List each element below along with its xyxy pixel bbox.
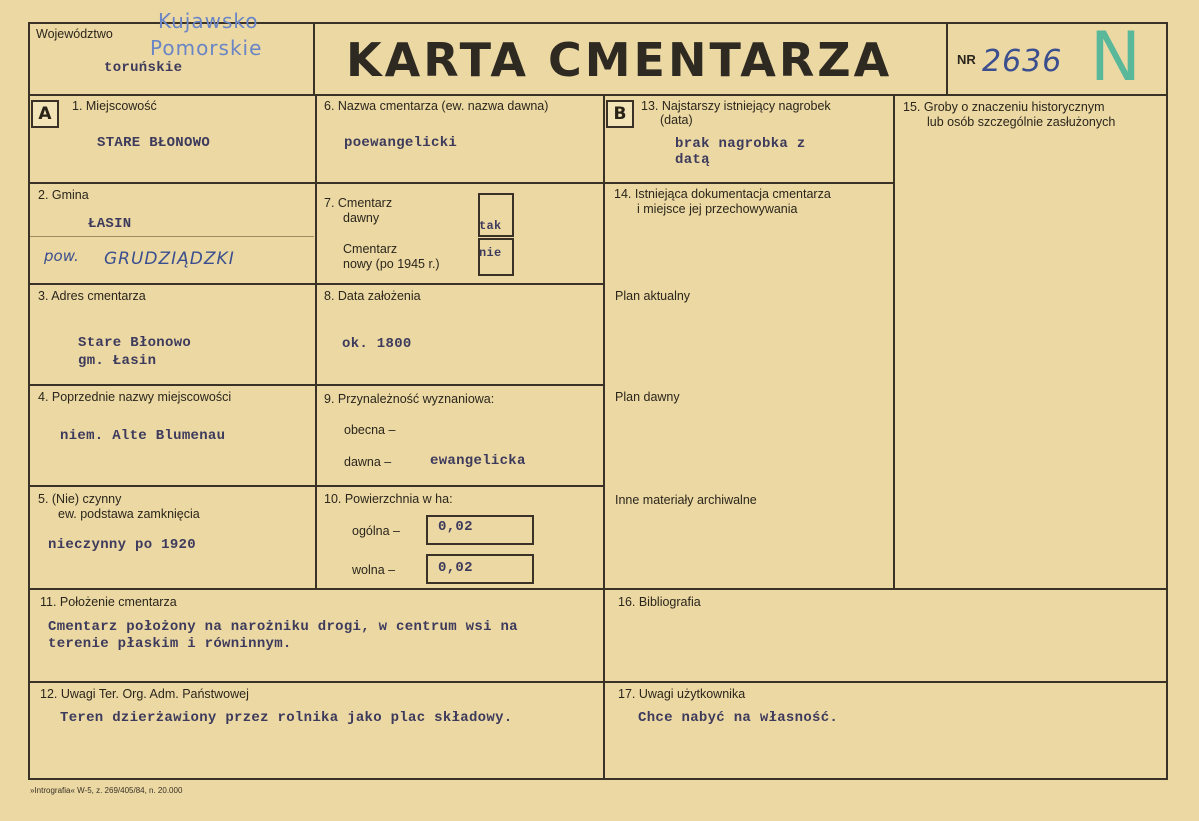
polozenie-line2: terenie płaskim i równinnym. bbox=[48, 636, 292, 652]
uwagi-ter-label: 12. Uwagi Ter. Org. Adm. Państwowej bbox=[40, 687, 249, 701]
bibliografia-label: 16. Bibliografia bbox=[618, 595, 701, 609]
col-line-3 bbox=[893, 94, 895, 588]
polozenie-label: 11. Położenie cmentarza bbox=[40, 595, 177, 609]
b-row-line bbox=[603, 182, 893, 184]
nagrobek-label-1: 13. Najstarszy istniejący nagrobek bbox=[641, 99, 831, 113]
uwagi-uzytk-value: Chce nabyć na własność. bbox=[638, 710, 839, 726]
frame-right bbox=[1166, 22, 1168, 780]
wyznanie-label: 9. Przynależność wyznaniowa: bbox=[324, 392, 495, 406]
section-b-letter: B bbox=[606, 100, 634, 128]
wolna-label: wolna – bbox=[352, 563, 396, 577]
nazwa-label: 6. Nazwa cmentarza (ew. nazwa dawna) bbox=[324, 99, 549, 113]
wolna-value: 0,02 bbox=[438, 560, 473, 576]
stamp-line1: Kujawsko bbox=[158, 9, 259, 33]
miejscowosc-value: STARE BŁONOWO bbox=[97, 135, 211, 151]
data-value: ok. 1800 bbox=[342, 336, 412, 352]
czynny-value: nieczynny po 1920 bbox=[48, 537, 196, 553]
dokumentacja-label-1: 14. Istniejąca dokumentacja cmentarza bbox=[614, 187, 831, 201]
polozenie-line1: Cmentarz położony na narożniku drogi, w centrum wsi na bbox=[48, 619, 518, 635]
gmina-value: ŁASIN bbox=[88, 216, 132, 232]
nagrobek-value-1: brak nagrobka z bbox=[675, 136, 806, 152]
col-line-2 bbox=[603, 94, 605, 780]
obecna-label: obecna – bbox=[344, 423, 396, 437]
powiat-value: GRUDZIĄDZKI bbox=[104, 249, 235, 269]
nr-value: 2636 bbox=[982, 44, 1063, 79]
dokumentacja-label-2: i miejsce jej przechowywania bbox=[637, 202, 798, 216]
data-label: 8. Data założenia bbox=[324, 289, 421, 303]
col-line-1 bbox=[315, 94, 317, 588]
page-title: KARTA CMENTARZA bbox=[346, 33, 893, 87]
cmentarz-nowy-label-2: nowy (po 1945 r.) bbox=[343, 257, 440, 271]
gmina-label: 2. Gmina bbox=[38, 188, 89, 202]
poprzednie-value: niem. Alte Blumenau bbox=[60, 428, 226, 444]
cmentarz-dawny-label-1: 7. Cmentarz bbox=[324, 196, 393, 210]
wojewodztwo-value: toruńskie bbox=[104, 60, 183, 76]
row-line-5 bbox=[28, 588, 1168, 590]
cmentarz-nowy-value: nie bbox=[479, 246, 502, 260]
powierzchnia-label: 10. Powierzchnia w ha: bbox=[324, 492, 453, 506]
uwagi-uzytk-label: 17. Uwagi użytkownika bbox=[618, 687, 746, 701]
cmentarz-dawny-value: tak bbox=[479, 219, 502, 233]
nr-letter: N bbox=[1090, 18, 1141, 97]
stamp-line2: Pomorskie bbox=[150, 36, 263, 60]
cmentarz-nowy-label-1: Cmentarz bbox=[343, 242, 398, 256]
uwagi-ter-value: Teren dzierżawiony przez rolnika jako plac składowy. bbox=[60, 710, 513, 726]
inne-materialy: Inne materiały archiwalne bbox=[615, 493, 757, 507]
nagrobek-value-2: datą bbox=[675, 152, 710, 168]
section-a-letter: A bbox=[31, 100, 59, 128]
gmina-separator bbox=[30, 236, 314, 237]
dawna-value: ewangelicka bbox=[430, 453, 526, 469]
cmentarz-dawny-label-2: dawny bbox=[343, 211, 380, 225]
row-line-6 bbox=[28, 681, 1168, 683]
poprzednie-label: 4. Poprzednie nazwy miejscowości bbox=[38, 390, 232, 404]
nazwa-value: poewangelicki bbox=[344, 135, 458, 151]
groby-label-1: 15. Groby o znaczeniu historycznym bbox=[903, 100, 1105, 114]
wojewodztwo-label: Województwo bbox=[36, 27, 113, 41]
adres-line2: gm. Łasin bbox=[78, 353, 157, 369]
czynny-label-2: ew. podstawa zamknięcia bbox=[58, 507, 200, 521]
miejscowosc-label: 1. Miejscowość bbox=[72, 99, 157, 113]
nagrobek-label-2: (data) bbox=[660, 113, 693, 127]
powiat-prefix: pow. bbox=[44, 247, 79, 265]
header-vline-1 bbox=[313, 22, 315, 96]
dawna-label: dawna – bbox=[344, 455, 392, 469]
czynny-label-1: 5. (Nie) czynny bbox=[38, 492, 122, 506]
nr-label: NR bbox=[957, 52, 976, 67]
plan-aktualny: Plan aktualny bbox=[615, 289, 691, 303]
footer-imprint: »Intrografia« W-5, z. 269/405/84, n. 20.000 bbox=[30, 786, 183, 795]
adres-label: 3. Adres cmentarza bbox=[38, 289, 146, 303]
groby-label-2: lub osób szczególnie zasłużonych bbox=[927, 115, 1116, 129]
frame-left bbox=[28, 22, 30, 780]
header-divider bbox=[28, 94, 1168, 96]
ogolna-value: 0,02 bbox=[438, 519, 473, 535]
plan-dawny: Plan dawny bbox=[615, 390, 680, 404]
ogolna-label: ogólna – bbox=[352, 524, 400, 538]
frame-bottom bbox=[28, 778, 1168, 780]
adres-line1: Stare Błonowo bbox=[78, 335, 192, 351]
header-vline-2 bbox=[946, 22, 948, 96]
